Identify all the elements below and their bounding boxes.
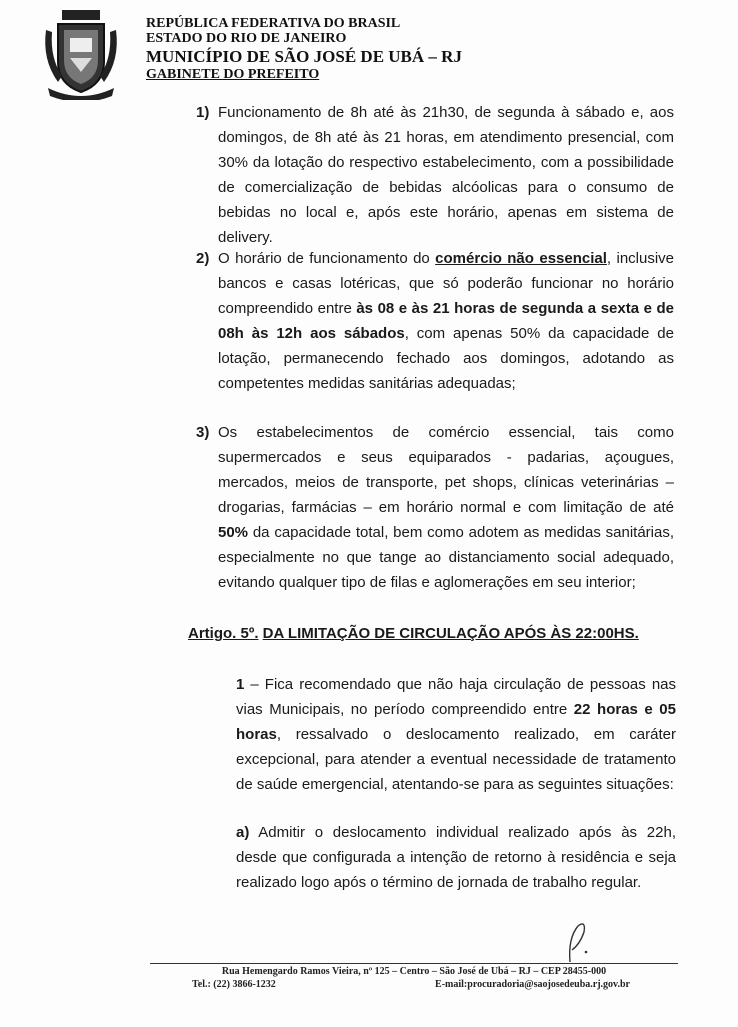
- letterhead: [146, 16, 462, 82]
- capacity-highlight: 50%: [218, 524, 249, 541]
- footer-email: E-mail:procuradoria@saojosedeuba.rj.gov.br: [435, 979, 630, 990]
- article-paragraph-1: 1 – Fica recomendado que não haja circulação de pessoas nas vias Municipais, no período compreendido entre 22 horas e 05 horas, ressalvado o deslocamento realizado, em caráter excepcional, para atender a eventual necessidade de tratamento de saúde emergencial, atentando-se para as seguintes situações:: [236, 676, 676, 793]
- municipal-coat-of-arms: [40, 10, 122, 100]
- curfew-hours-highlight: 22 horas e 05 horas: [236, 701, 676, 743]
- footer-phone: Tel.: (22) 3866-1232: [192, 979, 276, 990]
- header-line-office: GABINETE DO PREFEITO: [146, 67, 320, 82]
- item-text: Os estabelecimentos de comércio essencial, tais como supermercados e seus equiparados - padarias, açougues, mercados, meios de transporte, pet shops, clínicas veterinárias – drogarias, farmácias – em horário normal e com limitação de até 50% da capacidade total, bem como adotem as medidas sanitárias, especialmente no que tange ao distanciamento social adequado, evitando qualquer tipo de filas e aglomerações em seu interior;: [218, 424, 674, 591]
- list-item-3: [196, 420, 674, 595]
- article-label: Artigo. 5º.: [188, 625, 259, 642]
- footer-contacts: [150, 979, 678, 990]
- item-number: 1): [196, 104, 210, 121]
- non-essential-commerce-highlight: comércio não essencial: [435, 250, 607, 267]
- list-item-1: [196, 100, 674, 250]
- article-title: DA LIMITAÇÃO DE CIRCULAÇÃO APÓS ÀS 22:00HS.: [262, 625, 639, 642]
- item-number: 3): [196, 424, 210, 441]
- hours-highlight: às 08 e às 21 horas de segunda a sexta e de 08h às 12h aos sábados: [218, 300, 674, 342]
- item-text: O horário de funcionamento do comércio não essencial, inclusive bancos e casas lotéricas, que só poderão funcionar no horário compreendido entre às 08 e às 21 horas de segunda a sexta e de 08h às 12h aos sábados, com apenas 50% da capacidade de lotação, permanecendo fechado aos domingos, adotando as competentes medidas sanitárias adequadas;: [218, 250, 675, 392]
- header-line-republic: REPÚBLICA FEDERATIVA DO BRASIL: [146, 16, 401, 31]
- article-heading: [188, 625, 639, 642]
- footer-address: Rua Hemengardo Ramos Vieira, nº 125 – Centro – São José de Ubá – RJ – CEP 28455-000: [221, 966, 607, 977]
- header-line-municipality: MUNICÍPIO DE SÃO JOSÉ DE UBÁ – RJ: [146, 47, 462, 66]
- item-text: Funcionamento de 8h até às 21h30, de segunda à sábado e, aos domingos, de 8h até às 21 horas, em atendimento presencial, com 30% da lotação do respectivo estabelecimento, com a possibilidade de comercialização de bebidas alcóolicas para o consumo de bebidas no local e, após este horário, apenas em sistema de delivery.: [218, 104, 674, 246]
- list-item-2: [196, 246, 674, 396]
- item-number: 2): [196, 250, 210, 267]
- footer-divider: [150, 963, 678, 964]
- article-paragraph-a: a) Admitir o deslocamento individual realizado após às 22h, desde que configurada a intenção de retorno à residência e seja realizado logo após o término de jornada de trabalho regular.: [236, 824, 676, 891]
- header-line-state: ESTADO DO RIO DE JANEIRO: [146, 31, 347, 46]
- signature-initial: [560, 918, 610, 968]
